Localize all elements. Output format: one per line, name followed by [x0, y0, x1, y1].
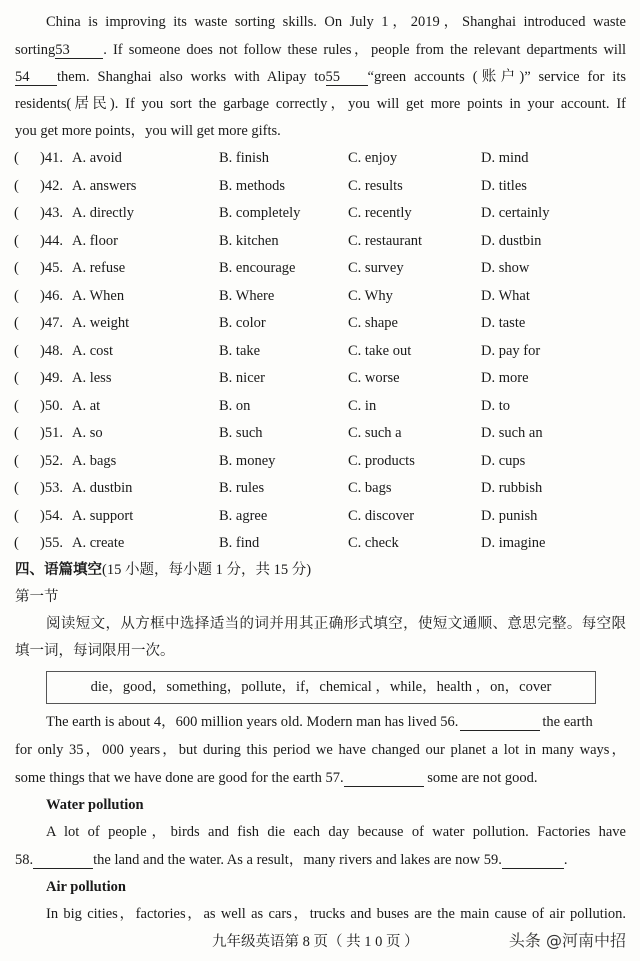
option-d: D. mind: [481, 150, 529, 166]
option-c: C. such a: [348, 425, 402, 441]
question-row: [14, 286, 634, 306]
question-row: [14, 231, 634, 251]
answer-bracket: (: [14, 150, 19, 166]
answer-bracket: (: [14, 177, 19, 194]
question-row: [14, 506, 634, 526]
option-d: D. rubbish: [481, 480, 543, 496]
answer-bracket: (: [14, 425, 19, 441]
option-d: D. titles: [481, 177, 527, 194]
word-box: die，good，something，pollute，if，chemical ，while，health ，on，cover: [46, 671, 596, 704]
text: The earth is about 4，600 million years old. Modern man has lived 56.: [46, 714, 459, 730]
option-a: A. answers: [72, 177, 137, 194]
text: some are not good.: [427, 770, 538, 786]
text: the earth: [542, 714, 593, 730]
option-d: D. imagine: [481, 535, 546, 551]
question-row: [14, 258, 634, 278]
blank-57: [344, 770, 424, 787]
option-a: A. dustbin: [72, 480, 133, 496]
question-row: [14, 423, 634, 443]
subheading: Water pollution: [46, 797, 144, 813]
option-c: C. bags: [348, 480, 392, 496]
option-b: B. finish: [219, 150, 269, 166]
option-b: B. such: [219, 425, 263, 441]
question-number: )48.: [40, 342, 63, 359]
answer-bracket: (: [14, 370, 19, 386]
question-number: )51.: [40, 425, 63, 441]
option-c: C. results: [348, 177, 403, 194]
answer-bracket: (: [14, 535, 19, 551]
option-c: C. in: [348, 397, 377, 414]
option-d: D. What: [481, 287, 530, 304]
passage-line: residents(居民). If you sort the garbage correctly，you will get more points in your account. If: [15, 96, 626, 112]
blank-59: [502, 852, 564, 869]
text: them. Shanghai also works with Alipay to: [57, 69, 326, 85]
question-row: [14, 313, 634, 333]
passage-line: [15, 850, 626, 870]
question-number: )43.: [40, 205, 63, 221]
question-row: [14, 533, 634, 553]
option-c: C. take out: [348, 342, 412, 359]
subheading: Air pollution: [46, 879, 126, 895]
answer-bracket: (: [14, 342, 19, 359]
question-number: )42.: [40, 177, 63, 194]
option-c: C. recently: [348, 205, 412, 221]
option-b: B. find: [219, 535, 260, 551]
passage-line: A lot of people，birds and fish die each day because of water pollution. Factories have: [46, 824, 626, 840]
text: some things that we have done are good for the earth 57.: [15, 770, 344, 786]
option-b: B. take: [219, 342, 261, 359]
blank-55: 55: [326, 69, 368, 86]
passage-line: [15, 768, 626, 788]
text: “green accounts (账户)” service for its: [367, 69, 627, 85]
passage-line: [15, 40, 626, 60]
option-a: A. avoid: [72, 150, 122, 166]
text: . If someone does not follow these rules，people from the relevant departments will: [103, 42, 626, 58]
passage-line: [15, 67, 626, 87]
text: 58.: [15, 852, 34, 868]
question-row: [14, 203, 634, 223]
option-b: B. encourage: [219, 260, 296, 276]
section-score: (15 小题，每小题 1 分，共 15 分): [102, 562, 312, 578]
option-d: D. show: [481, 260, 530, 276]
text: .: [563, 852, 568, 868]
question-number: )55.: [40, 535, 63, 551]
option-a: A. When: [72, 287, 125, 304]
question-number: )45.: [40, 260, 63, 276]
question-number: )41.: [40, 150, 63, 166]
question-row: [14, 396, 634, 416]
option-c: C. restaurant: [348, 232, 423, 249]
passage-line: In big cities，factories，as well as cars，trucks and buses are the main cause of air pollution.: [46, 906, 626, 922]
option-b: B. on: [219, 397, 251, 414]
question-row: [14, 341, 634, 361]
option-d: D. to: [481, 397, 510, 414]
text: sorting: [15, 42, 56, 58]
question-number: )53.: [40, 480, 63, 496]
option-c: C. discover: [348, 507, 415, 524]
passage-line: [46, 712, 626, 732]
option-b: B. Where: [219, 287, 275, 304]
option-d: D. punish: [481, 507, 538, 524]
option-a: A. support: [72, 507, 134, 524]
option-d: D. more: [481, 370, 529, 386]
answer-bracket: (: [14, 315, 19, 331]
option-d: D. certainly: [481, 205, 550, 221]
option-c: C. Why: [348, 287, 393, 304]
option-d: D. such an: [481, 425, 543, 441]
answer-bracket: (: [14, 480, 19, 496]
question-number: )52.: [40, 452, 63, 469]
question-number: )46.: [40, 287, 63, 304]
answer-bracket: (: [14, 260, 19, 276]
option-b: B. methods: [219, 177, 286, 194]
page-footer: 九年级英语第 8 页（ 共 1 0 页 ）: [212, 934, 419, 950]
question-number: )44.: [40, 232, 63, 249]
option-b: B. money: [219, 452, 276, 469]
option-a: A. create: [72, 535, 125, 551]
question-row: [14, 176, 634, 196]
answer-bracket: (: [14, 452, 19, 469]
passage-line: for only 35，000 years，but during this period we have changed our planet a lot in many ways，: [15, 742, 626, 758]
option-b: B. completely: [219, 205, 301, 221]
blank-53: 53: [55, 42, 103, 59]
subsection: 第一节: [15, 589, 59, 605]
question-row: [14, 451, 634, 471]
answer-bracket: (: [14, 287, 19, 304]
option-b: B. nicer: [219, 370, 265, 386]
answer-bracket: (: [14, 397, 19, 414]
instructions: 阅读短文，从方框中选择适当的词并用其正确形式填空，使短文通顺、意思完整。每空限: [46, 616, 626, 632]
answer-bracket: (: [14, 232, 19, 249]
option-a: A. directly: [72, 205, 135, 221]
option-a: A. floor: [72, 232, 118, 249]
answer-bracket: (: [14, 507, 19, 524]
option-d: D. pay for: [481, 342, 541, 359]
option-d: D. dustbin: [481, 232, 542, 249]
option-c: C. products: [348, 452, 415, 469]
option-a: A. at: [72, 397, 101, 414]
question-number: )54.: [40, 507, 63, 524]
option-a: A. less: [72, 370, 112, 386]
option-a: A. weight: [72, 315, 130, 331]
option-c: C. worse: [348, 370, 400, 386]
question-number: )50.: [40, 397, 63, 414]
passage-line: you get more points，you will get more gifts.: [15, 123, 281, 139]
question-row: [14, 148, 634, 168]
option-b: B. kitchen: [219, 232, 279, 249]
option-c: C. shape: [348, 315, 398, 331]
question-row: [14, 368, 634, 388]
option-d: D. cups: [481, 452, 526, 469]
option-c: C. survey: [348, 260, 404, 276]
option-d: D. taste: [481, 315, 526, 331]
passage-line: China is improving its waste sorting skills. On July 1，2019，Shanghai introduced waste: [46, 14, 626, 30]
option-b: B. agree: [219, 507, 268, 524]
option-a: A. so: [72, 425, 103, 441]
blank-54: 54: [15, 69, 57, 86]
option-a: A. cost: [72, 342, 114, 359]
text: the land and the water. As a result，many rivers and lakes are now 59.: [93, 852, 502, 868]
option-a: A. bags: [72, 452, 117, 469]
instructions: 填一词，每词限用一次。: [15, 643, 175, 659]
section-title: 四、语篇填空: [15, 562, 102, 578]
question-number: )49.: [40, 370, 63, 386]
blank-56: [460, 714, 540, 731]
blank-58: [33, 852, 93, 869]
option-a: A. refuse: [72, 260, 126, 276]
option-c: C. check: [348, 535, 399, 551]
answer-bracket: (: [14, 205, 19, 221]
watermark: 头条 @河南中招: [508, 931, 626, 950]
section-heading: [15, 560, 626, 580]
question-number: )47.: [40, 315, 63, 331]
option-b: B. rules: [219, 480, 265, 496]
option-b: B. color: [219, 315, 266, 331]
question-row: [14, 478, 634, 498]
option-c: C. enjoy: [348, 150, 398, 166]
